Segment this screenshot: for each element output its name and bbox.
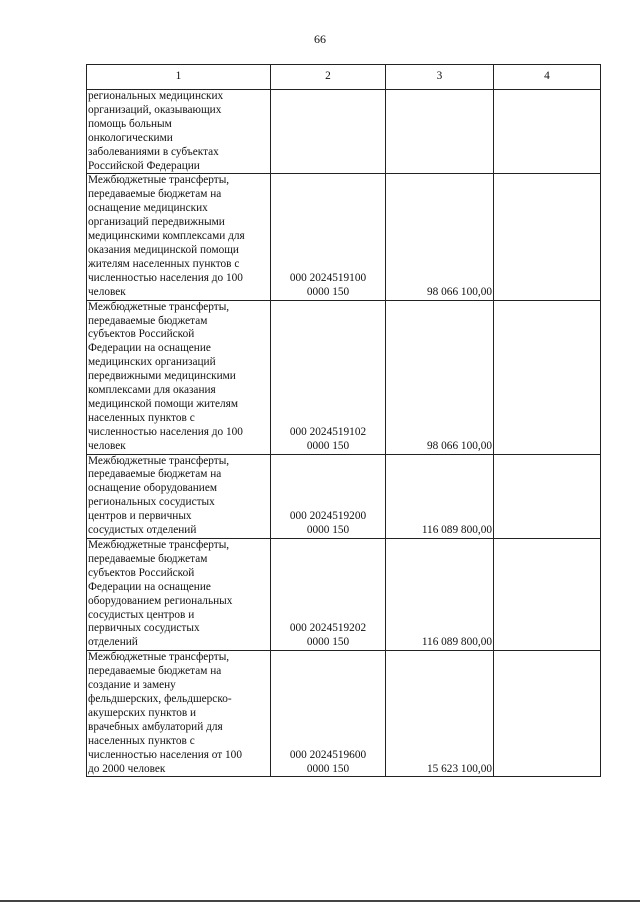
column-header-2: 2 — [271, 65, 386, 90]
row-amount-cell: 116 089 800,00 — [386, 539, 494, 651]
header-row — [87, 65, 601, 90]
table-row — [87, 454, 601, 538]
table-row — [87, 174, 601, 300]
row-name-cell: Межбюджетные трансферты, передаваемые бюджетам на оснащение медицинских организаций передвижными медицинскими комплексами для оказания медицинской помощи жителям населенных пунктов с численностью населения до 100 человек — [87, 174, 271, 300]
row-code-cell: 000 2024519200 0000 150 — [271, 454, 386, 538]
table-row — [87, 539, 601, 651]
row-col4-cell — [494, 90, 601, 174]
row-amount-cell: 98 066 100,00 — [386, 174, 494, 300]
column-header-4: 4 — [494, 65, 601, 90]
row-code-cell — [271, 90, 386, 174]
row-code-cell: 000 2024519100 0000 150 — [271, 174, 386, 300]
row-amount-cell: 98 066 100,00 — [386, 300, 494, 454]
row-name-cell: Межбюджетные трансферты, передаваемые бюджетам на создание и замену фельдшерских, фельдшерско- акушерских пунктов и врачебных амбулаторий для населенных пунктов с численностью населения от 100 до 2000 человек — [87, 651, 271, 777]
row-col4-cell — [494, 454, 601, 538]
page-number: 66 — [314, 32, 326, 46]
budget-table — [86, 64, 601, 777]
row-code-cell: 000 2024519202 0000 150 — [271, 539, 386, 651]
row-amount-cell — [386, 90, 494, 174]
scan-edge-line — [0, 900, 640, 902]
row-col4-cell — [494, 539, 601, 651]
row-code-cell: 000 2024519102 0000 150 — [271, 300, 386, 454]
row-col4-cell — [494, 651, 601, 777]
column-header-1: 1 — [87, 65, 271, 90]
row-col4-cell — [494, 300, 601, 454]
table-row — [87, 651, 601, 777]
row-name-cell: Межбюджетные трансферты, передаваемые бюджетам субъектов Российской Федерации на оснащение оборудованием региональных сосудистых центров и первичных сосудистых отделений — [87, 539, 271, 651]
row-name-cell: региональных медицинских организаций, оказывающих помощь больным онкологическими заболеваниями в субъектах Российской Федерации — [87, 90, 271, 174]
column-header-3: 3 — [386, 65, 494, 90]
row-amount-cell: 116 089 800,00 — [386, 454, 494, 538]
row-col4-cell — [494, 174, 601, 300]
table-row — [87, 300, 601, 454]
row-code-cell: 000 2024519600 0000 150 — [271, 651, 386, 777]
row-amount-cell: 15 623 100,00 — [386, 651, 494, 777]
table-row — [87, 90, 601, 174]
row-name-cell: Межбюджетные трансферты, передаваемые бюджетам на оснащение оборудованием региональных сосудистых центров и первичных сосудистых отделений — [87, 454, 271, 538]
row-name-cell: Межбюджетные трансферты, передаваемые бюджетам субъектов Российской Федерации на оснащение медицинских организаций передвижными медицинскими комплексами для оказания медицинской помощи жителям населенных пунктов с численностью населения до 100 человек — [87, 300, 271, 454]
